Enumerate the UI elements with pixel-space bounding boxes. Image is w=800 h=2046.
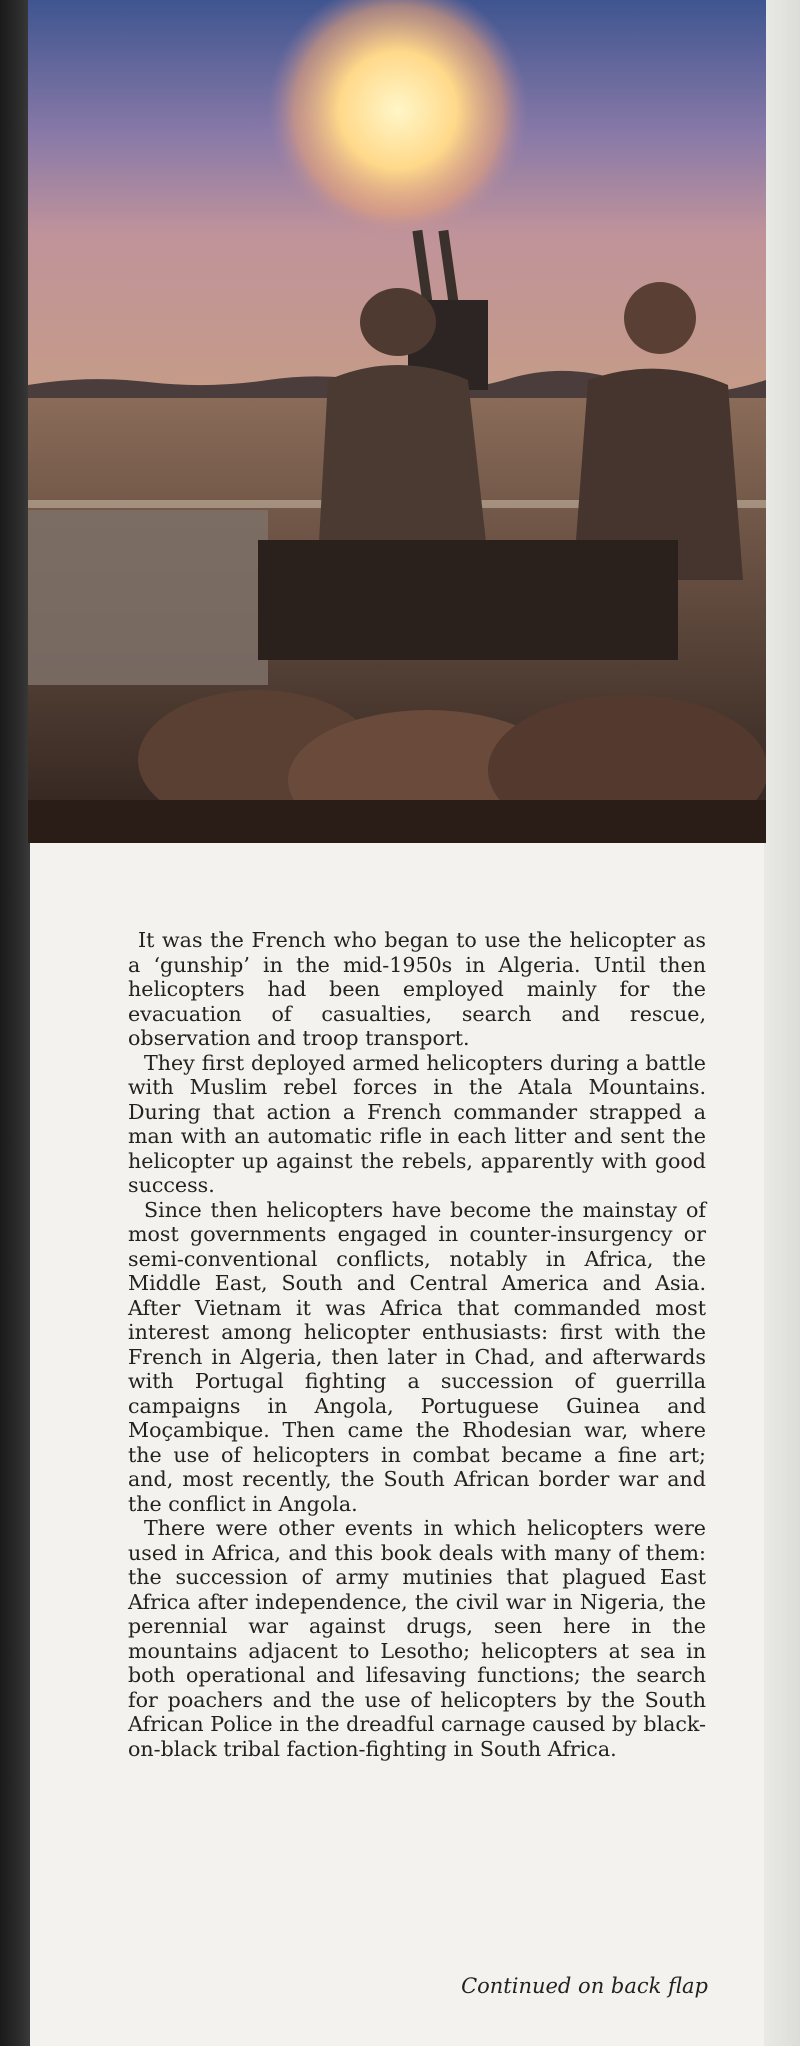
soldiers-anti-aircraft-gun-photo (28, 0, 766, 843)
paragraph-4: There were other events in which helicopters were used in Africa, and this book deals with many of them: the succession of army mutinies that plagued East Africa after independence, the civil war in Nigeria, the perennial war against drugs, seen here in the mountains adjacent to Lesotho; helicopters at sea in both operational and lifesaving functions; the search for poachers and the use of helicopters by the South African Police in the dreadful carnage caused by black-on-black tribal faction-fighting in South Africa. (128, 1516, 706, 1761)
paragraph-3: Since then helicopters have become the mainstay of most governments engaged in counter-insurgency or semi-conventional conflicts, notably in Africa, the Middle East, South and Central America and Asia. After Vietnam it was Africa that commanded most interest among helicopter enthusiasts: first with the French in Algeria, then later in Chad, and afterwards with Portugal fighting a succession of guerrilla campaigns in Angola, Portuguese Guinea and Moçambique. Then came the Rhodesian war, where the use of helicopters in combat became a fine art; and, most recently, the South African border war and the conflict in Angola. (128, 1197, 706, 1516)
page-edge (764, 0, 800, 2046)
paragraph-1: It was the French who began to use the helicopter as a ‘gunship’ in the mid-1950s in Algeria. Until then helicopters had been employed mainly for the evacuation of casualties, search and rescue, observation and troop transport. (128, 928, 706, 1050)
book-spine-edge (0, 0, 30, 2046)
article-body (128, 928, 706, 1761)
continued-note: Continued on back flap (461, 1974, 708, 1998)
paragraph-2: They first deployed armed helicopters during a battle with Muslim rebel forces in the Atala Mountains. During that action a French commander strapped a man with an automatic rifle in each litter and sent the helicopter up against the rebels, apparently with good success. (128, 1050, 706, 1197)
